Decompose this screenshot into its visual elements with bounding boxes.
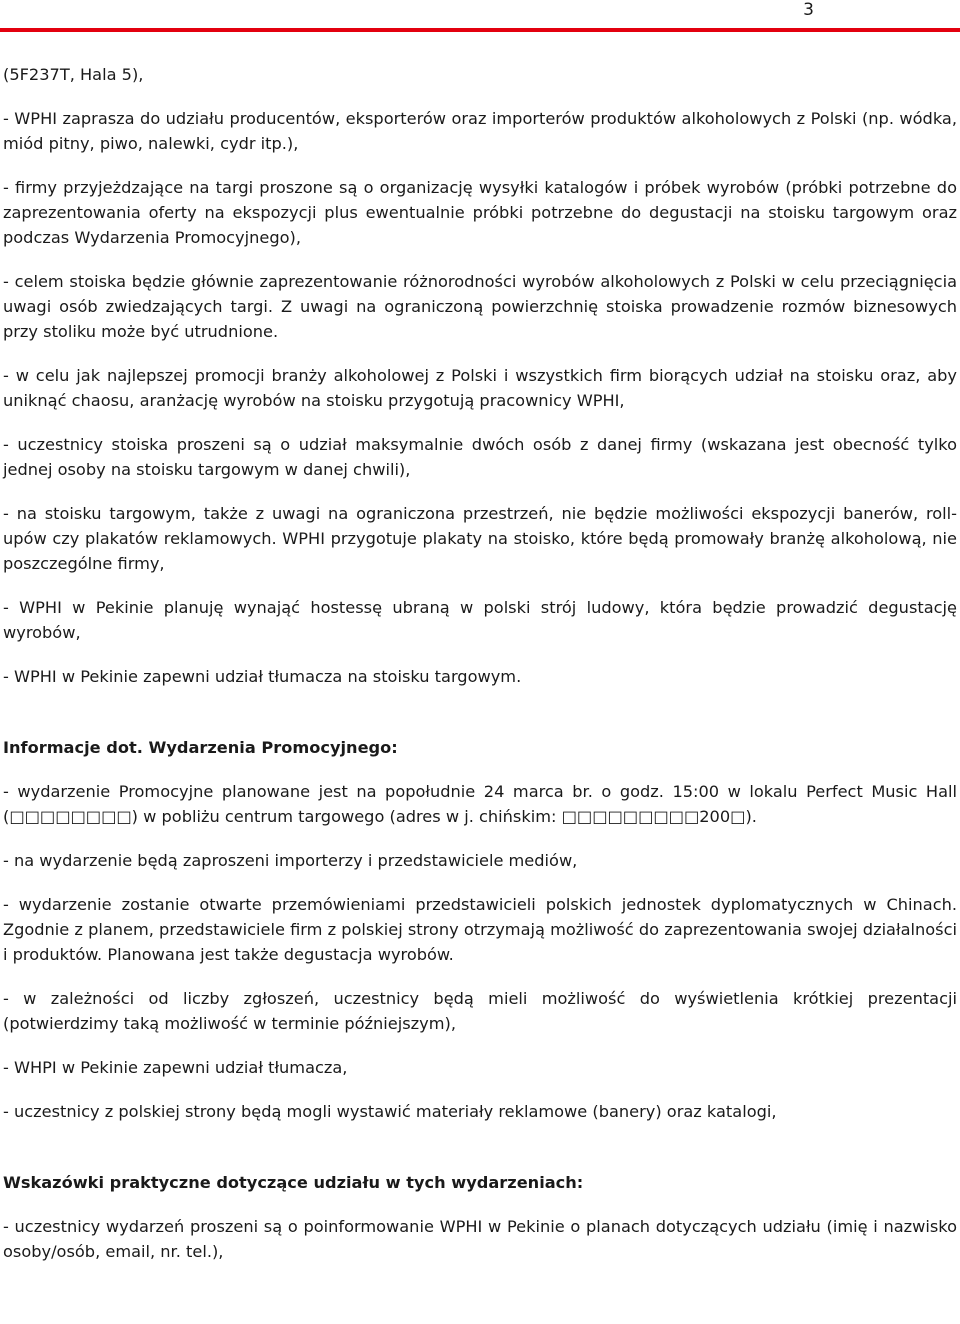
paragraph: - uczestnicy z polskiej strony będą mogli wystawić materiały reklamowe (banery) oraz katalogi, — [3, 1102, 777, 1121]
paragraph: - WHPI w Pekinie zapewni udział tłumacza, — [3, 1058, 348, 1077]
paragraph: - uczestnicy wydarzeń proszeni są o poinformowanie WPHI w Pekinie o planach dotyczących udziału (imię i nazwisko osoby/osób, email, nr. tel.), — [3, 1217, 957, 1261]
document-body — [3, 62, 957, 1283]
paragraph: - w celu jak najlepszej promocji branży alkoholowej z Polski i wszystkich firm biorących udział na stoisku oraz, aby uniknąć chaosu, aranżację wyrobów na stoisku przygotują pracownicy WPHI, — [3, 366, 957, 410]
paragraph: - uczestnicy stoiska proszeni są o udział maksymalnie dwóch osób z danej firmy (wskazana jest obecność tylko jednej osoby na stoisku targowym w danej chwili), — [3, 435, 957, 479]
paragraph: (5F237T, Hala 5), — [3, 65, 144, 84]
section-heading-promo: Informacje dot. Wydarzenia Promocyjnego: — [3, 738, 398, 757]
paragraph: - WPHI w Pekinie planuję wynająć hostessę ubraną w polski strój ludowy, która będzie prowadzić degustację wyrobów, — [3, 598, 957, 642]
paragraph: - wydarzenie Promocyjne planowane jest na popołudnie 24 marca br. o godz. 15:00 w lokalu Perfect Music Hall (□□□□□□□□) w pobliżu centrum targowego (adres w j. chińskim: □□□□□□□□□200□). — [3, 782, 957, 826]
paragraph: - na stoisku targowym, także z uwagi na ograniczona przestrzeń, nie będzie możliwości ekspozycji banerów, roll-upów czy plakatów reklamowych. WPHI przygotuje plakaty na stoisko, które będą promowały branżę alkoholową, nie poszczególne firmy, — [3, 504, 957, 573]
paragraph: - WPHI zaprasza do udziału producentów, eksporterów oraz importerów produktów alkoholowych z Polski (np. wódka, miód pitny, piwo, nalewki, cydr itp.), — [3, 109, 957, 153]
paragraph: - firmy przyjeżdzające na targi proszone są o organizację wysyłki katalogów i próbek wyrobów (próbki potrzebne do zaprezentowania oferty na ekspozycji plus ewentualnie próbki potrzebne do degustacji na stoisku targowym oraz podczas Wydarzenia Promocyjnego), — [3, 178, 957, 247]
paragraph: - WPHI w Pekinie zapewni udział tłumacza na stoisku targowym. — [3, 667, 522, 686]
paragraph: - w zależności od liczby zgłoszeń, uczestnicy będą mieli możliwość do wyświetlenia krótkiej prezentacji (potwierdzimy taką możliwość w terminie późniejszym), — [3, 989, 957, 1033]
paragraph: - wydarzenie zostanie otwarte przemówieniami przedstawicieli polskich jednostek dyplomatycznych w Chinach. Zgodnie z planem, przedstawiciele firm z polskiej strony otrzymają możliwość do zaprezentowania swojej działalności i produktów. Planowana jest także degustacja wyrobów. — [3, 895, 957, 964]
page-number: 3 — [803, 0, 814, 20]
section-heading-tips: Wskazówki praktyczne dotyczące udziału w tych wydarzeniach: — [3, 1173, 584, 1192]
header-rule — [0, 28, 960, 32]
paragraph: - na wydarzenie będą zaproszeni importerzy i przedstawiciele mediów, — [3, 851, 578, 870]
paragraph: - celem stoiska będzie głównie zaprezentowanie różnorodności wyrobów alkoholowych z Polski w celu przeciągnięcia uwagi osób zwiedzających targi. Z uwagi na ograniczoną powierzchnię stoiska prowadzenie rozmów biznesowych przy stoliku może być utrudnione. — [3, 272, 957, 341]
